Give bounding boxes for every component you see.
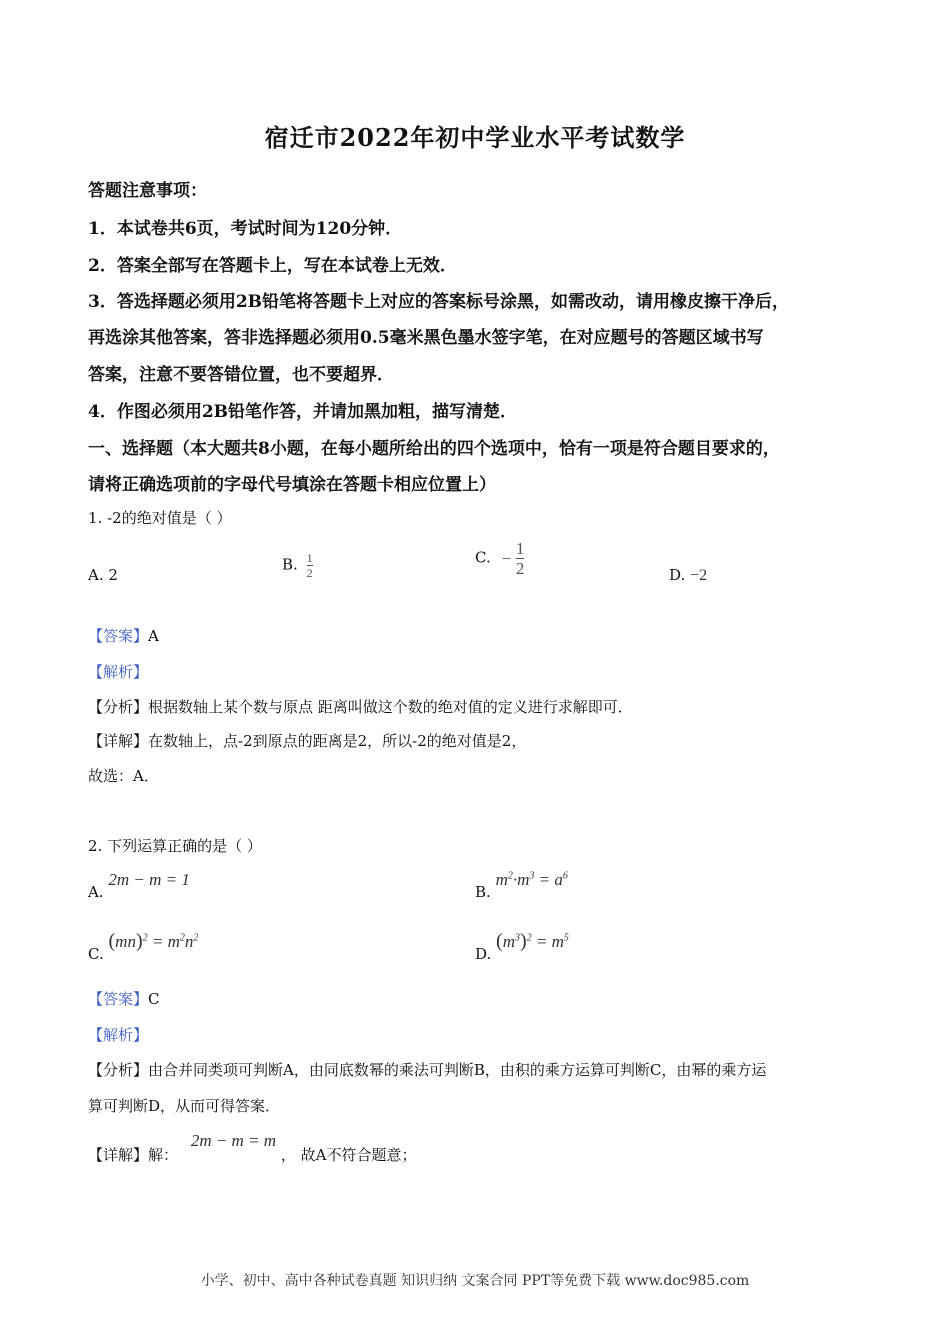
q1-option-a: A. 2 <box>88 566 118 584</box>
q2-option-c <box>88 930 199 963</box>
q2-fenxi-line1 <box>88 1059 766 1080</box>
q2-option-d <box>475 930 569 963</box>
q2-option-d-math: $(m^3)^2 = m^5$ <box>496 930 569 952</box>
notice-item-3: 3．答选择题必须用2B铅笔将答题卡上对应的答案标号涂黑，如需改动，请用橡皮擦干净后， <box>88 292 790 312</box>
answer-tag: 【答案】 <box>88 990 149 1008</box>
fenxi-tag: 【分析】 <box>88 1061 149 1079</box>
q2-option-c-math: $(mn)^2 = m^2n^2$ <box>108 930 199 952</box>
q2-xiangjie <box>88 1130 417 1164</box>
q1-stem: 1. -2的绝对值是（ ） <box>88 509 232 527</box>
q2-analysis-tag: 【解析】 <box>88 1026 149 1044</box>
page-footer: 小学、初中、高中各种试卷真题 知识归纳 文案合同 PPT等免费下载 www.doc985.com <box>200 1273 750 1289</box>
q2-stem: 2. 下列运算正确的是（ ） <box>88 837 262 855</box>
q1-analysis-tag: 【解析】 <box>88 663 149 681</box>
q1-xiangjie <box>88 730 526 751</box>
notice-heading: 答题注意事项： <box>88 181 207 201</box>
xiangjie-tag: 【详解】 <box>88 1146 149 1164</box>
q1-option-c-sign: − <box>501 548 512 568</box>
answer-value: C <box>148 990 160 1008</box>
fraction-numerator: 1 <box>306 551 313 565</box>
q1-answer <box>88 625 159 646</box>
q1-option-c-label: C. <box>475 548 491 567</box>
q2-option-a-math: 2m − m = 1 <box>108 870 190 889</box>
q2-option-b-label: B. <box>475 883 491 901</box>
q1-option-d <box>669 566 707 585</box>
q1-option-d-value: −2 <box>690 567 708 584</box>
notice-item-3-cont2: 答案，注意不要答错位置，也不要超界． <box>88 365 394 385</box>
notice-item-4: 4．作图必须用2B铅笔作答，并请加黑加粗，描写清楚． <box>88 402 518 422</box>
xiangjie-math: 2m − m = m <box>190 1131 277 1150</box>
q2-option-b-math: $m^2\cdot m^3 = a^6$ <box>495 870 568 889</box>
fraction-denominator: 2 <box>515 559 525 578</box>
q1-option-d-label: D. <box>669 566 686 584</box>
fenxi-text: 由合并同类项可判断A，由同底数幂的乘法可判断B，由积的乘方运算可判断C，由幂的乘方运 <box>148 1061 767 1079</box>
q2-option-c-label: C. <box>88 945 104 963</box>
q1-option-b <box>282 552 313 579</box>
q2-option-a-label: A. <box>88 883 104 901</box>
notice-item-1: 1．本试卷共6页，考试时间为120分钟． <box>88 219 403 239</box>
fenxi-text: 根据数轴上某个数与原点 距离叫做这个数的绝对值的定义进行求解即可． <box>148 698 633 716</box>
q1-option-c-fraction <box>516 540 525 577</box>
q1-conclusion: 故选：A． <box>88 767 159 785</box>
q2-option-d-label: D. <box>475 945 492 963</box>
notice-item-2: 2．答案全部写在答题卡上，写在本试卷上无效． <box>88 256 457 276</box>
notice-item-3-cont: 再选涂其他答案，答非选择题必须用0.5毫米黑色墨水签字笔，在对应题号的答题区域书写 <box>88 328 764 348</box>
q1-option-b-label: B. <box>282 555 298 574</box>
xiangjie-tag: 【详解】 <box>88 732 149 750</box>
q1-fenxi <box>88 696 633 717</box>
q2-answer <box>88 988 160 1009</box>
section-heading-line1: 一、选择题（本大题共8小题，在每小题所给出的四个选项中，恰有一项是符合题目要求的， <box>88 439 780 459</box>
q1-option-b-fraction <box>307 552 313 579</box>
q2-option-a <box>88 870 190 901</box>
q2-option-b <box>475 870 568 901</box>
xiangjie-text: 在数轴上，点-2到原点的距离是2，所以-2的绝对值是2， <box>148 732 527 750</box>
answer-tag: 【答案】 <box>88 627 149 645</box>
fraction-denominator: 2 <box>306 566 313 580</box>
section-heading-line2: 请将正确选项前的字母代号填涂在答题卡相应位置上） <box>88 475 496 495</box>
page-title: 宿迁市2022年初中学业水平考试数学 <box>264 123 686 152</box>
xiangjie-pre: 解： <box>148 1146 179 1164</box>
answer-value: A <box>148 627 159 645</box>
xiangjie-post: ， 故A不符合题意； <box>280 1146 417 1164</box>
fenxi-tag: 【分析】 <box>88 698 149 716</box>
fraction-numerator: 1 <box>515 539 525 558</box>
q2-fenxi-line2: 算可判断D，从而可得答案． <box>88 1097 281 1115</box>
q1-option-c <box>475 540 524 577</box>
